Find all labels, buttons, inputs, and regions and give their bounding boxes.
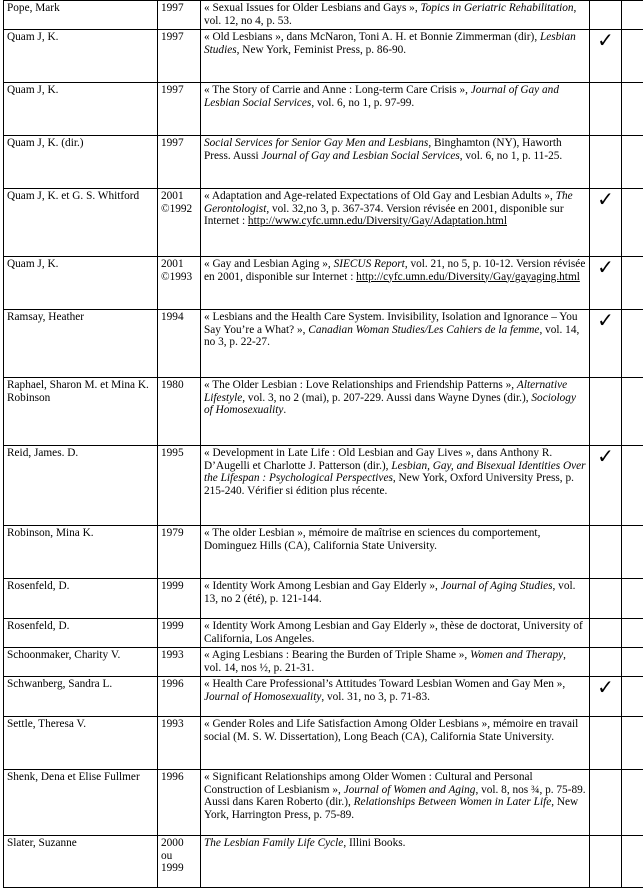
reference-cell (201, 770, 590, 836)
bibliography-row (4, 189, 643, 257)
bibliography-body (4, 1, 643, 888)
bibliography-row (4, 836, 643, 888)
checkmark-cell (590, 310, 622, 378)
bibliography-row (4, 136, 643, 189)
year-cell: 2001 ©1992 (158, 189, 201, 257)
checkmark-cell (590, 770, 622, 836)
reference-cell (201, 648, 590, 677)
year-cell: 1994 (158, 310, 201, 378)
reference-title: SIECUS Report (334, 258, 405, 270)
empty-cell (622, 446, 643, 526)
reference-cell (201, 526, 590, 579)
checkmark-cell (590, 446, 622, 526)
bibliography-row (4, 619, 643, 648)
bibliography-row (4, 1, 643, 30)
empty-cell (622, 836, 643, 888)
reference-title: Journal of Women and Aging (344, 784, 476, 796)
reference-text: « Sexual Issues for Older Lesbians and Gays », (204, 2, 420, 14)
reference-text: « Identity Work Among Lesbian and Gay Elderly », thèse de doctorat, University of California, Los Angeles. (204, 620, 583, 645)
reference-text: « Lesbians and the Health Care System. Invisibility, Isolation and Ignorance – You Say You’re a What? », (204, 311, 578, 336)
author-cell: Ramsay, Heather (4, 310, 158, 378)
reference-text: , vol. 21, no 5, p. 10-12. Version révisée en 2001, disponible sur Internet : (204, 258, 585, 283)
checkmark-cell (590, 83, 622, 136)
bibliography-row (4, 717, 643, 770)
reference-text: , vol. 12, no 4, p. 53. (204, 2, 576, 27)
empty-cell (622, 619, 643, 648)
checkmark-cell (590, 836, 622, 888)
checkmark-cell (590, 619, 622, 648)
bibliography-row (4, 770, 643, 836)
year-cell: 2001 ©1993 (158, 257, 201, 310)
reference-title: Journal of Gay and Lesbian Social Services (261, 150, 459, 162)
reference-text: . (283, 404, 286, 416)
author-cell: Schoonmaker, Charity V. (4, 648, 158, 677)
year-cell: 2000 ou 1999 (158, 836, 201, 888)
reference-cell (201, 836, 590, 888)
author-cell: Quam J, K. (dir.) (4, 136, 158, 189)
reference-text: « The Older Lesbian : Love Relationships and Friendship Patterns », (204, 379, 517, 391)
bibliography-table (3, 0, 643, 888)
bibliography-row (4, 446, 643, 526)
reference-url: http://www.cyfc.umn.edu/Diversity/Gay/Adaptation.html (248, 215, 507, 227)
year-cell: 1999 (158, 579, 201, 619)
author-cell: Pope, Mark (4, 1, 158, 30)
checkmark-icon: ✓ (597, 677, 614, 699)
reference-text: « The Story of Carrie and Anne : Long-term Care Crisis », (204, 84, 471, 96)
year-cell: 1996 (158, 677, 201, 717)
author-cell: Rosenfeld, D. (4, 579, 158, 619)
empty-cell (622, 1, 643, 30)
year-cell: 1997 (158, 136, 201, 189)
author-cell: Slater, Suzanne (4, 836, 158, 888)
reference-text: , vol. 14, nos ½, p. 21-31. (204, 649, 566, 674)
checkmark-cell (590, 189, 622, 257)
author-cell: Robinson, Mina K. (4, 526, 158, 579)
reference-title: Journal of Aging Studies (441, 580, 553, 592)
checkmark-cell (590, 378, 622, 446)
author-cell: Reid, James. D. (4, 446, 158, 526)
reference-title: Women and Therapy (470, 649, 563, 661)
reference-cell (201, 257, 590, 310)
reference-text: , vol. 32,no 3, p. 367-374. Version révisée en 2001, disponible sur Internet : (204, 203, 564, 228)
year-cell: 1999 (158, 619, 201, 648)
reference-title: Lesbian, Gay, and Bisexual Identities Over the Lifespan : Psychological Perspectives (204, 460, 586, 485)
empty-cell (622, 310, 643, 378)
author-cell: Settle, Theresa V. (4, 717, 158, 770)
reference-text: « Aging Lesbians : Bearing the Burden of Triple Shame », (204, 649, 470, 661)
empty-cell (622, 136, 643, 189)
author-cell: Quam J, K. (4, 83, 158, 136)
year-cell: 1980 (158, 378, 201, 446)
author-cell: Shenk, Dena et Elise Fullmer (4, 770, 158, 836)
bibliography-row (4, 648, 643, 677)
year-cell: 1995 (158, 446, 201, 526)
author-cell: Schwanberg, Sandra L. (4, 677, 158, 717)
reference-cell (201, 378, 590, 446)
empty-cell (622, 677, 643, 717)
reference-text: , New York, Feminist Press, p. 86-90. (237, 44, 406, 56)
reference-title: Journal of Gay and Lesbian Social Services (204, 84, 559, 109)
reference-text: , New York, Harrington Press, p. 75-89. (204, 796, 578, 821)
author-cell: Quam J, K. (4, 257, 158, 310)
reference-cell (201, 717, 590, 770)
reference-cell (201, 189, 590, 257)
bibliography-row (4, 526, 643, 579)
reference-text: , vol. 6, no 1, p. 97-99. (311, 97, 414, 109)
bibliography-row (4, 83, 643, 136)
author-cell: Quam J, K. (4, 30, 158, 83)
empty-cell (622, 257, 643, 310)
reference-text: « The older Lesbian », mémoire de maîtrise en sciences du comportement, Dominguez Hills (CA), California State University. (204, 527, 540, 552)
reference-text: , New York, Oxford University Press, p. 215-240. Vérifier si édition plus récente. (204, 472, 574, 497)
reference-text: « Old Lesbians », dans McNaron, Toni A. H. et Bonnie Zimmerman (dir), (204, 31, 540, 43)
reference-text: « Adaptation and Age-related Expectations of Old Gay and Lesbian Adults », (204, 190, 556, 202)
reference-title: Canadian Woman Studies/Les Cahiers de la femme (308, 324, 539, 336)
reference-cell (201, 579, 590, 619)
reference-text: « Identity Work Among Lesbian and Gay Elderly », (204, 580, 441, 592)
reference-text: « Gender Roles and Life Satisfaction Among Older Lesbians », mémoire en travail social (M. S. W. Dissertation), Long Beach (CA), California State University. (204, 718, 578, 743)
bibliography-row (4, 579, 643, 619)
reference-cell (201, 619, 590, 648)
reference-cell (201, 30, 590, 83)
checkmark-cell (590, 579, 622, 619)
year-cell: 1997 (158, 1, 201, 30)
bibliography-row (4, 310, 643, 378)
checkmark-icon: ✓ (597, 310, 614, 332)
empty-cell (622, 579, 643, 619)
reference-title: Topics in Geriatric Rehabilitation (420, 2, 573, 14)
empty-cell (622, 83, 643, 136)
checkmark-cell (590, 136, 622, 189)
reference-text: « Health Care Professional’s Attitudes Toward Lesbian Women and Gay Men », (204, 678, 565, 690)
year-cell: 1997 (158, 83, 201, 136)
checkmark-cell (590, 526, 622, 579)
author-cell: Quam J, K. et G. S. Whitford (4, 189, 158, 257)
bibliography-row (4, 378, 643, 446)
reference-title: Alternative Lifestyle (204, 379, 567, 404)
reference-title: Lesbian Studies (204, 31, 576, 56)
bibliography-row (4, 30, 643, 83)
reference-text: , vol. 3, no 2 (mai), p. 207-229. Aussi dans Wayne Dynes (dir.), (242, 392, 531, 404)
checkmark-icon: ✓ (597, 30, 614, 52)
reference-text: « Gay and Lesbian Aging », (204, 258, 334, 270)
checkmark-icon: ✓ (597, 257, 614, 279)
reference-cell (201, 310, 590, 378)
reference-title: Relationships Between Women in Later Life (354, 796, 552, 808)
bibliography-row (4, 257, 643, 310)
reference-title: The Lesbian Family Life Cycle (204, 837, 343, 849)
empty-cell (622, 378, 643, 446)
reference-cell (201, 446, 590, 526)
checkmark-cell (590, 717, 622, 770)
year-cell: 1997 (158, 30, 201, 83)
reference-text: , vol. 13, no 2 (été), p. 121-144. (204, 580, 575, 605)
reference-text: « Significant Relationships among Older Women : Cultural and Personal Construction of Lesbianism », (204, 771, 533, 796)
year-cell: 1996 (158, 770, 201, 836)
reference-text: , Binghamton (NY), Haworth Press. Aussi (204, 137, 562, 162)
checkmark-icon: ✓ (597, 189, 614, 211)
author-cell: Raphael, Sharon M. et Mina K. Robinson (4, 378, 158, 446)
empty-cell (622, 526, 643, 579)
year-cell: 1979 (158, 526, 201, 579)
bibliography-row (4, 677, 643, 717)
year-cell: 1993 (158, 648, 201, 677)
reference-text: , vol. 8, nos ¾, p. 75-89. Aussi dans Karen Roberto (dir.), (204, 784, 586, 809)
reference-cell (201, 136, 590, 189)
empty-cell (622, 30, 643, 83)
reference-text: , vol. 14, no 3, p. 22-27. (204, 324, 579, 349)
checkmark-cell (590, 30, 622, 83)
reference-text: , vol. 6, no 1, p. 11-25. (460, 150, 563, 162)
reference-cell (201, 83, 590, 136)
reference-text: , vol. 31, no 3, p. 71-83. (321, 691, 430, 703)
checkmark-cell (590, 677, 622, 717)
reference-title: Journal of Homosexuality (204, 691, 321, 703)
reference-cell (201, 1, 590, 30)
reference-cell (201, 677, 590, 717)
checkmark-cell (590, 1, 622, 30)
empty-cell (622, 770, 643, 836)
reference-text: , Illini Books. (343, 837, 405, 849)
reference-url: http://cyfc.umn.edu/Diversity/Gay/gayaging.html (356, 271, 580, 283)
reference-text: « Development in Late Life : Old Lesbian and Gay Lives », dans Anthony R. D’Augelli et Charlotte J. Patterson (dir.), (204, 447, 552, 472)
empty-cell (622, 648, 643, 677)
reference-title: Social Services for Senior Gay Men and Lesbians (204, 137, 428, 149)
empty-cell (622, 717, 643, 770)
year-cell: 1993 (158, 717, 201, 770)
reference-title: The Gerontologist (204, 190, 573, 215)
author-cell: Rosenfeld, D. (4, 619, 158, 648)
checkmark-icon: ✓ (597, 446, 614, 468)
reference-title: Sociology of Homosexuality (204, 392, 576, 417)
checkmark-cell (590, 257, 622, 310)
empty-cell (622, 189, 643, 257)
checkmark-cell (590, 648, 622, 677)
